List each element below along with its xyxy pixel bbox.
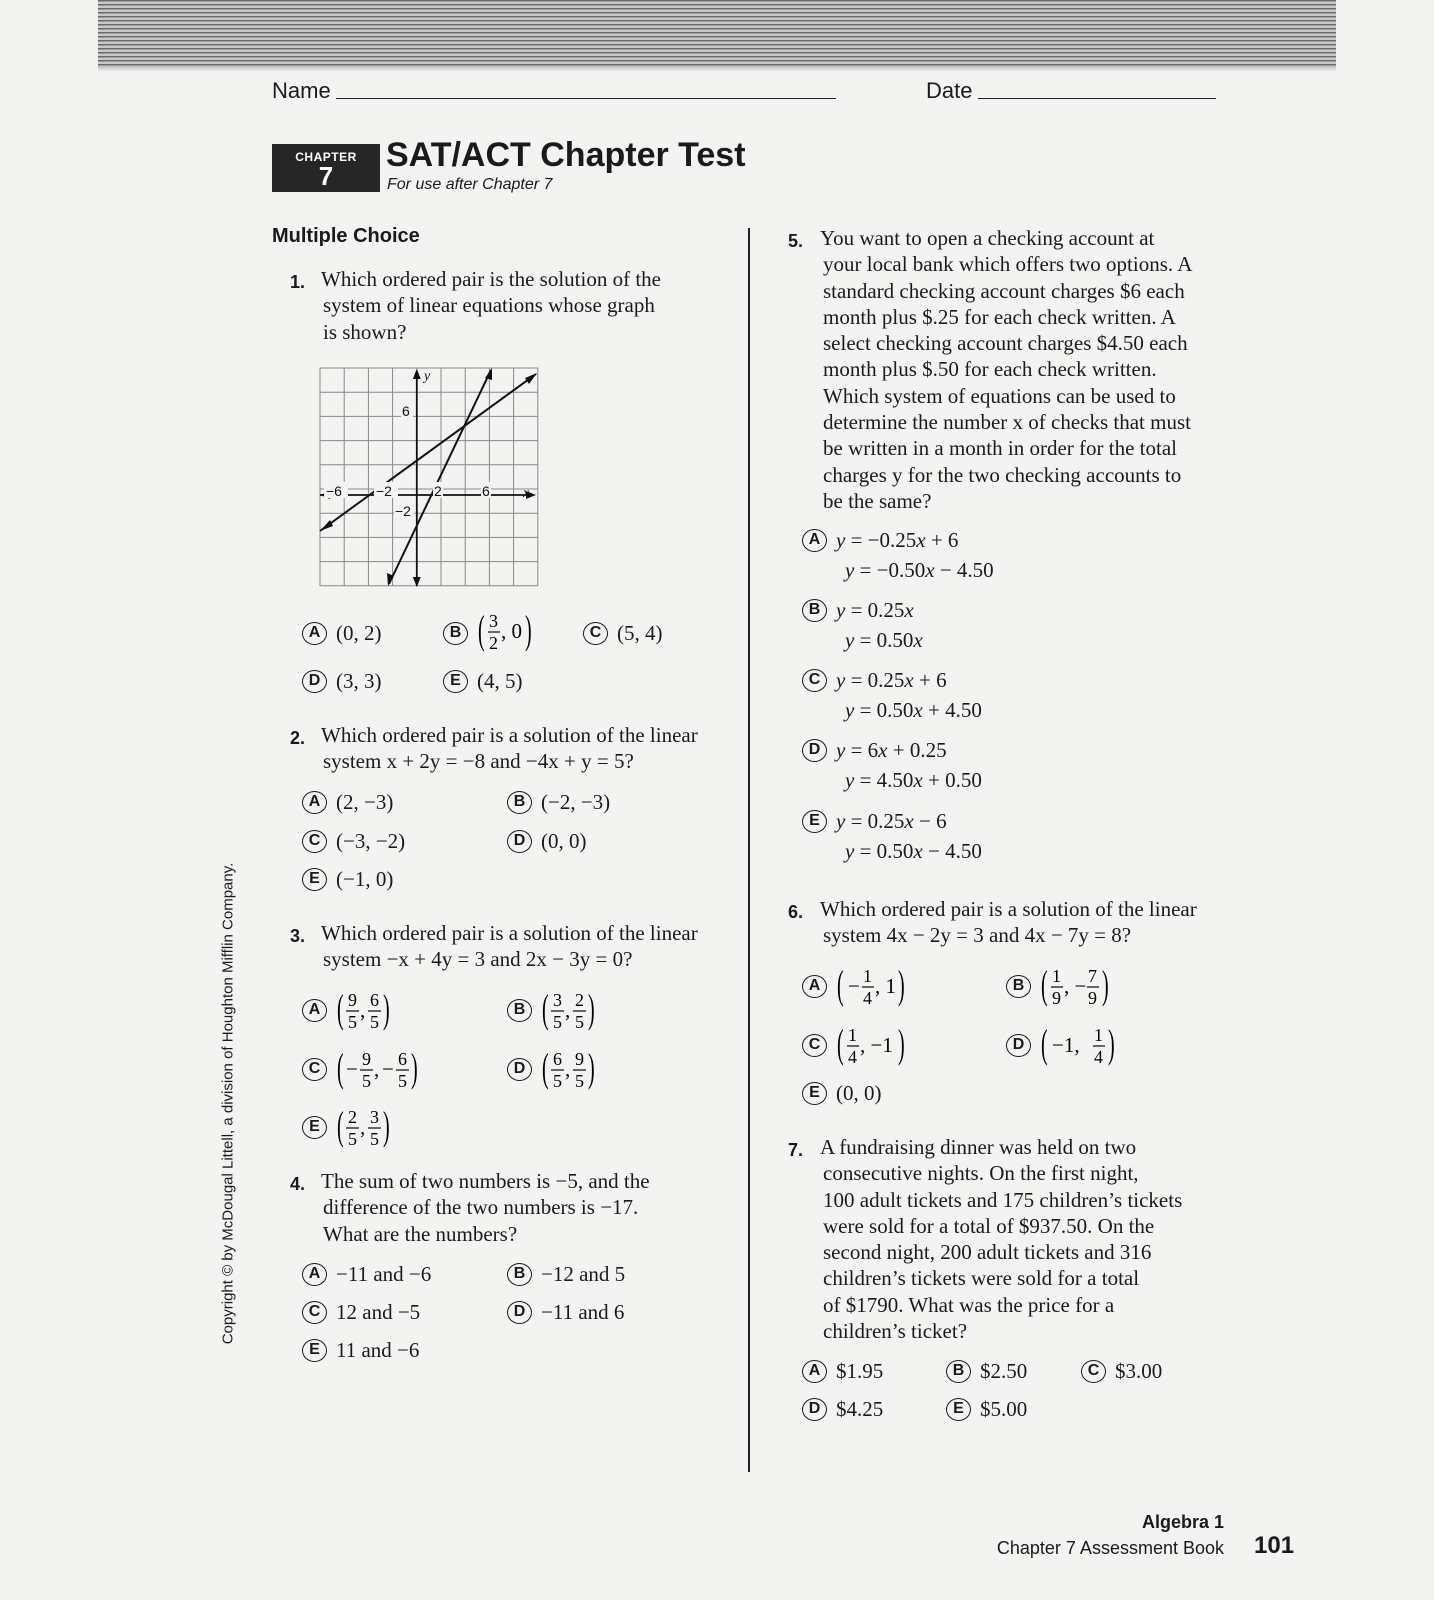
q4-option-c-text: 12 and −5 (336, 1299, 421, 1324)
q7-line: consecutive nights. On the first night, (823, 1161, 1139, 1186)
q4-option-d-text: −11 and 6 (541, 1299, 625, 1324)
q7-line: children’s tickets were sold for a total (823, 1266, 1140, 1291)
tick-y-6: 6 (402, 403, 410, 419)
frac-den: 5 (398, 1071, 407, 1091)
q7-number: 7. (788, 1140, 804, 1160)
q1-option-b[interactable] (443, 607, 587, 653)
q2-option-d[interactable] (507, 826, 587, 856)
q5-line: standard checking account charges $6 each (823, 278, 1185, 303)
q2-option-e-text: (−1, 0) (336, 866, 394, 891)
q5-option-b[interactable] (802, 595, 914, 625)
frac-den: 5 (370, 1012, 379, 1032)
paren-open: ( (337, 1103, 344, 1148)
q6-option-d[interactable] (1006, 1021, 1160, 1067)
svg-text:): ) (898, 1021, 905, 1066)
frac-den: 9 (1052, 988, 1061, 1008)
q6-option-a-fraction (836, 962, 956, 1010)
page-number: 101 (1254, 1532, 1295, 1559)
bubble-b[interactable]: B (1006, 975, 1031, 998)
frac-tail: , 0 (501, 619, 522, 643)
q4-option-e[interactable] (302, 1335, 419, 1365)
frac-den: 5 (348, 1129, 357, 1149)
bubble-c[interactable]: C (583, 622, 608, 645)
q6-option-e-text: (0, 0) (836, 1080, 882, 1105)
frac-den: 4 (863, 988, 872, 1008)
q7-option-b[interactable] (946, 1356, 1027, 1386)
q3-option-e-fraction (336, 1103, 446, 1151)
q3-option-a-fraction (336, 986, 446, 1034)
line-1-arrow (320, 520, 333, 531)
svg-text:(: ( (1041, 962, 1048, 1007)
bubble-c[interactable]: C (1081, 1360, 1106, 1383)
bubble-e[interactable]: E (946, 1398, 971, 1421)
q3-option-a[interactable] (302, 986, 446, 1032)
page-subtitle: For use after Chapter 7 (387, 176, 553, 193)
q2-option-d-text: (0, 0) (541, 828, 587, 853)
q2-option-a-text: (2, −3) (336, 789, 394, 814)
q4-option-a-text: −11 and −6 (336, 1261, 432, 1286)
q5-line: be the same? (823, 488, 932, 513)
bubble-a[interactable]: A (302, 999, 327, 1022)
frac-num: 6 (398, 1049, 407, 1069)
q5-option-e-eq2: y = 0.50x − 4.50 (845, 839, 982, 863)
bubble-d[interactable]: D (1006, 1034, 1031, 1057)
q5-option-b-eq1: y = 0.25x (836, 597, 914, 622)
q6-option-e[interactable] (802, 1078, 882, 1108)
q3-option-c[interactable] (302, 1045, 446, 1091)
svg-text:(: ( (837, 962, 844, 1007)
paren-close: ) (411, 1045, 418, 1090)
paren-close: ) (588, 1045, 595, 1090)
paren-close: ) (383, 1103, 390, 1148)
bubble-a[interactable]: A (302, 1263, 327, 1286)
q7-option-b-text: $2.50 (980, 1358, 1028, 1383)
q7-option-a-text: $1.95 (836, 1358, 884, 1383)
q1-option-a[interactable] (302, 618, 382, 648)
bubble-b[interactable]: B (443, 622, 468, 645)
graph-grid (320, 368, 538, 586)
q5-option-a-eq2: y = −0.50x − 4.50 (845, 558, 994, 582)
q7-option-c[interactable] (1081, 1356, 1162, 1386)
bubble-c[interactable]: C (302, 1058, 327, 1081)
q7-line: of $1790. What was the price for a (823, 1292, 1115, 1317)
footer-book-title: Algebra 1 (1141, 1512, 1224, 1532)
chapter-number: 7 (318, 161, 334, 191)
q3-text (321, 920, 698, 973)
q4-line: The sum of two numbers is −5, and the (321, 1169, 650, 1193)
q7-option-e[interactable] (946, 1394, 1027, 1424)
paren-open: ( (478, 607, 485, 652)
q7-text (820, 1134, 1182, 1344)
q1-line: system of linear equations whose graph (323, 293, 655, 318)
q1-option-b-fraction (477, 607, 587, 655)
q2-option-c-text: (−3, −2) (336, 828, 406, 853)
paren-open: ( (542, 1045, 549, 1090)
frac-num: 3 (370, 1107, 379, 1127)
q4-line: What are the numbers? (323, 1221, 518, 1246)
name-label: Name (272, 78, 331, 103)
q5-line: Which system of equations can be used to (823, 383, 1176, 408)
q4-line: difference of the two numbers is −17. (323, 1195, 639, 1220)
q1-option-d[interactable] (302, 666, 382, 696)
frac-num: 1 (1052, 966, 1061, 986)
frac-den: 5 (553, 1071, 562, 1091)
q4-option-b[interactable] (507, 1259, 625, 1289)
paren-open: ( (542, 986, 549, 1031)
axis-label-x: x (523, 486, 530, 501)
bubble-c[interactable]: C (302, 1301, 327, 1324)
q3-number: 3. (290, 926, 306, 946)
q5-option-c[interactable] (802, 665, 947, 695)
q3-option-c-fraction (336, 1045, 446, 1093)
q5-option-d-eq2: y = 4.50x + 0.50 (845, 768, 982, 792)
bubble-e[interactable]: E (802, 810, 827, 833)
q6-option-c-fraction (836, 1021, 956, 1069)
line-1-arrow-top (525, 373, 537, 384)
bubble-e[interactable]: E (302, 1116, 327, 1139)
q7-line: children’s ticket? (823, 1319, 968, 1344)
q1-number: 1. (290, 272, 306, 292)
footer-book-subtitle: Chapter 7 Assessment Book (996, 1538, 1224, 1558)
frac-den: 4 (848, 1047, 857, 1067)
frac-sign: − (382, 1057, 394, 1081)
q2-number: 2. (290, 728, 306, 748)
frac-comma: , (565, 998, 571, 1022)
q5-line: your local bank which offers two options. A (823, 252, 1193, 277)
q7-line: 100 adult tickets and 175 children’s tickets (823, 1187, 1183, 1212)
frac-den: 5 (575, 1071, 584, 1091)
paren-open: ( (337, 1045, 344, 1090)
paren-close: ) (588, 986, 595, 1031)
q7-line: second night, 200 adult tickets and 316 (823, 1240, 1152, 1265)
q1-line: is shown? (323, 319, 407, 344)
q5-line: You want to open a checking account at (820, 226, 1155, 250)
frac-num: 6 (553, 1049, 562, 1069)
frac-num: 3 (489, 611, 498, 631)
frac-comma: , (360, 1115, 366, 1139)
line-1 (320, 374, 536, 531)
q5-line: be written in a month in order for the total (823, 436, 1177, 461)
svg-text:): ) (1108, 1021, 1115, 1066)
bubble-c[interactable]: C (802, 669, 827, 692)
q2-option-a[interactable] (302, 787, 393, 817)
frac-num: 1 (1094, 1025, 1103, 1045)
section-heading: Multiple Choice (272, 225, 420, 247)
q2-option-e[interactable] (302, 864, 393, 894)
bubble-b[interactable]: B (507, 1263, 532, 1286)
q3-option-e[interactable] (302, 1103, 446, 1149)
bubble-e[interactable]: E (302, 868, 327, 891)
frac-pre: −1, (1052, 1033, 1080, 1057)
frac-den: 4 (1094, 1047, 1103, 1067)
frac-num: 3 (553, 990, 562, 1010)
q4-text (321, 1168, 650, 1247)
q5-option-b-eq2: y = 0.50x (845, 628, 923, 652)
q1-graph (318, 366, 540, 590)
tick-x-6: 6 (482, 483, 490, 499)
q5-line: select checking account charges $4.50 each (823, 331, 1188, 356)
frac-den: 5 (362, 1071, 371, 1091)
frac-num: 1 (848, 1025, 857, 1045)
q6-option-a[interactable] (802, 962, 956, 1008)
q2-option-c[interactable] (302, 826, 405, 856)
q1-option-c[interactable] (583, 618, 663, 648)
q5-option-e-eq1: y = 0.25x − 6 (836, 808, 947, 833)
bubble-e[interactable]: E (443, 670, 468, 693)
tick-x-neg2: −2 (376, 483, 392, 499)
tick-x-neg6: −6 (326, 483, 342, 499)
q5-number: 5. (788, 231, 804, 251)
paren-close: ) (383, 986, 390, 1031)
tick-x-2: 2 (434, 483, 442, 499)
q2-line: Which ordered pair is a solution of the linear (321, 723, 698, 747)
q7-option-d[interactable] (802, 1394, 883, 1424)
bubble-b[interactable]: B (507, 791, 532, 814)
q1-option-e-text: (4, 5) (477, 668, 523, 693)
q1-line: Which ordered pair is the solution of the (321, 267, 661, 291)
q2-option-b[interactable] (507, 787, 610, 817)
paren-open: ( (337, 986, 344, 1031)
q5-option-a-eq1: y = −0.25x + 6 (836, 527, 959, 552)
q6-line: system 4x − 2y = 3 and 4x − 7y = 8? (823, 923, 1132, 948)
q2-option-b-text: (−2, −3) (541, 789, 611, 814)
q5-line: determine the number x of checks that must (823, 410, 1191, 435)
q5-option-a[interactable] (802, 525, 958, 555)
frac-num: 7 (1088, 966, 1097, 986)
q1-option-a-text: (0, 2) (336, 620, 382, 645)
q5-line: month plus $.25 for each check written. A (823, 304, 1176, 329)
q1-option-e[interactable] (443, 666, 523, 696)
bubble-a[interactable]: A (802, 529, 827, 552)
q7-option-e-text: $5.00 (980, 1396, 1028, 1421)
q6-option-d-fraction (1040, 1021, 1160, 1069)
frac-post: , −1 (860, 1033, 893, 1057)
q5-option-e[interactable] (802, 806, 947, 836)
frac-pre: − (848, 974, 860, 998)
q1-option-c-text: (5, 4) (617, 620, 663, 645)
frac-num: 2 (575, 990, 584, 1010)
name-field-line[interactable] (336, 98, 836, 99)
bubble-a[interactable]: A (302, 622, 327, 645)
bubble-b[interactable]: B (507, 999, 532, 1022)
bubble-a[interactable]: A (802, 1360, 827, 1383)
frac-sign: − (346, 1057, 358, 1081)
q1-text (321, 266, 661, 345)
q5-line: month plus $.50 for each check written. (823, 357, 1157, 382)
q3-option-d-fraction (541, 1045, 651, 1093)
frac-post: , 1 (875, 974, 896, 998)
frac-num: 1 (863, 966, 872, 986)
frac-den: 2 (489, 633, 498, 653)
bubble-d[interactable]: D (802, 1398, 827, 1421)
q5-text (820, 225, 1192, 514)
header-stripes (98, 0, 1336, 66)
column-divider (748, 228, 750, 1472)
q3-option-d[interactable] (507, 1045, 651, 1091)
bubble-c[interactable]: C (802, 1034, 827, 1057)
bubble-b[interactable]: B (946, 1360, 971, 1383)
frac-den: 5 (553, 1012, 562, 1032)
bubble-d[interactable]: D (507, 1058, 532, 1081)
tick-y-neg2: −2 (395, 503, 411, 519)
q3-option-b[interactable] (507, 986, 651, 1032)
q4-option-b-text: −12 and 5 (541, 1261, 626, 1286)
q3-line: Which ordered pair is a solution of the linear (321, 921, 698, 945)
svg-text:): ) (898, 962, 905, 1007)
date-label: Date (926, 78, 973, 103)
frac-num: 2 (348, 1107, 357, 1127)
date-field-line[interactable] (978, 98, 1216, 99)
frac-num: 9 (348, 990, 357, 1010)
q5-option-d-eq1: y = 6x + 0.25 (836, 737, 947, 762)
frac-den: 5 (348, 1012, 357, 1032)
q7-line: were sold for a total of $937.50. On the (823, 1213, 1155, 1238)
bubble-c[interactable]: C (302, 830, 327, 853)
q4-number: 4. (290, 1174, 306, 1194)
line-2-arrow-top (485, 368, 492, 380)
frac-comma: , (360, 998, 366, 1022)
q4-option-c[interactable] (302, 1297, 420, 1327)
bubble-b[interactable]: B (802, 599, 827, 622)
svg-text:(: ( (1041, 1021, 1048, 1066)
y-axis-arrow (413, 369, 421, 379)
bubble-d[interactable]: D (302, 670, 327, 693)
q6-number: 6. (788, 902, 804, 922)
q3-line: system −x + 4y = 3 and 2x − 3y = 0? (323, 947, 633, 972)
frac-num: 6 (370, 990, 379, 1010)
q5-option-c-eq2: y = 0.50x + 4.50 (845, 698, 982, 722)
bubble-a[interactable]: A (802, 975, 827, 998)
q7-line: A fundraising dinner was held on two (820, 1135, 1137, 1159)
frac-den: 5 (575, 1012, 584, 1032)
svg-text:, −: , − (1064, 974, 1087, 998)
axis-label-y: y (424, 369, 431, 384)
svg-text:(: ( (837, 1021, 844, 1066)
q7-option-c-text: $3.00 (1115, 1358, 1163, 1383)
q6-option-b-fraction (1040, 962, 1160, 1010)
svg-text:): ) (1102, 962, 1109, 1007)
bubble-d[interactable]: D (507, 1301, 532, 1324)
q2-line: system x + 2y = −8 and −4x + y = 5? (323, 749, 634, 774)
frac-comma: , (565, 1057, 571, 1081)
q6-text (820, 896, 1197, 949)
q7-option-a[interactable] (802, 1356, 883, 1386)
bubble-e[interactable]: E (302, 1339, 327, 1362)
q3-option-b-fraction (541, 986, 651, 1034)
q6-option-c[interactable] (802, 1021, 956, 1067)
frac-num: 9 (575, 1049, 584, 1069)
bubble-a[interactable]: A (302, 791, 327, 814)
q5-option-c-eq1: y = 0.25x + 6 (836, 667, 947, 692)
chapter-badge (272, 144, 380, 192)
bubble-e[interactable]: E (802, 1082, 827, 1105)
copyright-notice: Copyright © by McDougal Littell, a division of Houghton Mifflin Company. (219, 862, 237, 1345)
frac-comma: , (374, 1057, 380, 1081)
q4-option-d[interactable] (507, 1297, 624, 1327)
q6-option-b[interactable] (1006, 962, 1160, 1008)
frac-num: 9 (362, 1049, 371, 1069)
bubble-d[interactable]: D (802, 739, 827, 762)
q4-option-e-text: 11 and −6 (336, 1337, 420, 1362)
q2-text (321, 722, 698, 775)
q7-option-d-text: $4.25 (836, 1396, 884, 1421)
chapter-word: CHAPTER (295, 150, 357, 164)
q4-option-a[interactable] (302, 1259, 431, 1289)
q6-line: Which ordered pair is a solution of the linear (820, 897, 1197, 921)
bubble-d[interactable]: D (507, 830, 532, 853)
frac-den: 5 (370, 1129, 379, 1149)
page-title: SAT/ACT Chapter Test (386, 136, 746, 174)
q5-option-d[interactable] (802, 735, 947, 765)
frac-den: 9 (1088, 988, 1097, 1008)
paren-close: ) (525, 607, 532, 652)
q5-line: charges y for the two checking accounts to (823, 462, 1182, 487)
q1-option-d-text: (3, 3) (336, 668, 382, 693)
